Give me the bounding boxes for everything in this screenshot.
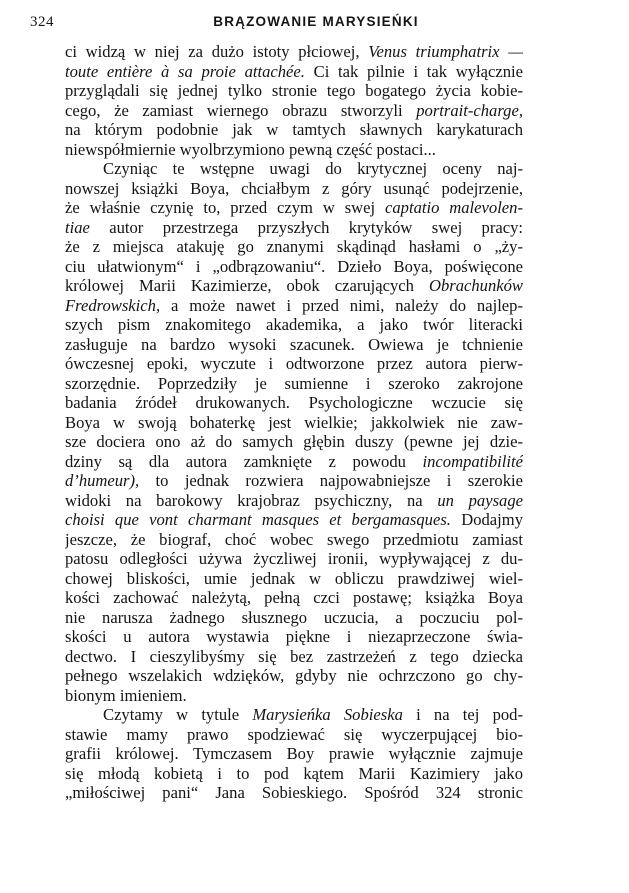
- text-segment: nie narusza żadnego słusznego uczucia, a poczuciu pol-: [65, 607, 523, 627]
- text-line: [65, 374, 523, 394]
- text-line: [65, 783, 523, 803]
- text-line: [65, 159, 523, 179]
- text-segment: szorzędnie. Poprzedziły je sumienne i szeroko zakrojone: [65, 373, 523, 393]
- text-segment: i na tej pod-: [402, 705, 523, 724]
- italic-text: toute entière à sa proie attachée.: [65, 61, 305, 81]
- text-line: [65, 101, 523, 121]
- body-text: [65, 42, 523, 803]
- text-line: [65, 354, 523, 374]
- text-line: [65, 198, 523, 218]
- text-segment: cego, że zamiast wiernego obrazu stworzyli: [65, 100, 417, 120]
- text-segment: ówczesnej epoki, wyczute i odtworzone przez autora pierw-: [65, 354, 523, 373]
- text-line: [65, 218, 523, 238]
- italic-text: Marysieńka Sobieska: [252, 705, 403, 724]
- text-segment: Boya w swoją bohaterkę jest wielkie; jakkolwiek nie zaw-: [65, 412, 523, 432]
- text-line: [65, 452, 523, 472]
- text-line: [65, 705, 523, 725]
- text-segment: autor przestrzega przyszłych krytyków swej pracy:: [89, 217, 523, 237]
- text-line: [65, 686, 523, 706]
- text-segment: nowszej książki Boya, chciałbym z góry usunąć podejrzenie,: [65, 178, 523, 198]
- text-segment: Ci tak pilnie i tak wyłącznie: [304, 61, 523, 81]
- text-segment: jeszcze, że biograf, choć wobec swego przedmiotu zamiast: [65, 529, 523, 549]
- page-header: [30, 14, 602, 36]
- text-line: [65, 569, 523, 589]
- text-segment: to jednak rozwiera najpowabniejsze i szerokie: [139, 471, 523, 490]
- text-segment: grafii królowej. Tymczasem Boy prawie wyłącznie zajmuje: [65, 744, 523, 763]
- text-segment: pełnego wszelakich wdzięków, gdyby nie ochrzczono go chy-: [65, 666, 523, 685]
- text-segment: „miłościwej pani“ Jana Sobieskiego. Spośród 324 stronic: [65, 783, 523, 802]
- text-line: [65, 296, 523, 316]
- text-line: [65, 393, 523, 413]
- text-line: [65, 140, 523, 160]
- italic-text: captatio malevolen-: [385, 198, 523, 217]
- text-line: [65, 510, 523, 530]
- text-segment: sze dociera ono aż do samych głębin duszy (pewne jej dzie-: [65, 432, 523, 451]
- text-line: [65, 549, 523, 569]
- italic-text: Obrachunków: [428, 276, 523, 295]
- text-segment: patosu odległości używa życzliwej ironii, wypływającej z du-: [65, 549, 523, 568]
- text-segment: widoki na barokowy krajobraz psychiczny, na: [65, 490, 438, 510]
- italic-text: d’humeur),: [65, 471, 140, 490]
- italic-text: portrait-charge,: [416, 100, 523, 120]
- text-line: [65, 764, 523, 784]
- text-segment: Dodajmy: [450, 510, 523, 529]
- text-line: [65, 608, 523, 628]
- text-segment: Czytamy w tytule: [103, 705, 253, 724]
- running-title: BRĄZOWANIE MARYSIEŃKI: [213, 14, 419, 29]
- text-line: [65, 179, 523, 199]
- text-segment: szych pism znakomitego akademika, a jako twór literacki: [65, 315, 523, 334]
- italic-text: un paysage: [437, 490, 523, 510]
- text-segment: stawie mamy prawo spodziewać się wyczerpującej bio-: [65, 724, 523, 744]
- text-line: [65, 276, 523, 296]
- text-line: [65, 588, 523, 608]
- text-segment: dectwo. I cieszylibyśmy się bez zastrzeżeń z tego dziecka: [65, 646, 523, 666]
- text-segment: Czyniąc te wstępne uwagi do krytycznej oceny naj-: [103, 159, 523, 178]
- italic-text: Venus triumphatrix —: [368, 42, 523, 61]
- italic-text: incompatibilité: [422, 451, 523, 471]
- text-segment: bionym imieniem.: [65, 685, 187, 705]
- text-line: [65, 315, 523, 335]
- text-segment: że właśnie czynię to, przed czym w swej: [65, 198, 386, 217]
- text-segment: niewspółmiernie wyolbrzymiono pewną część postaci...: [65, 139, 436, 159]
- text-line: [65, 413, 523, 433]
- page-number: 324: [30, 14, 54, 30]
- text-segment: że z miejsca atakuję go znanymi skądinąd hasłami o „ży-: [65, 237, 523, 256]
- text-segment: kości zachować należytą, pełną czci postawę; książka Boya: [65, 588, 523, 607]
- text-line: [65, 237, 523, 257]
- text-line: [65, 120, 523, 140]
- text-segment: królowej Marii Kazimierze, obok czarujących: [65, 276, 429, 295]
- text-line: [65, 530, 523, 550]
- text-segment: a może nawet i przed nimi, należy do najlep-: [160, 295, 523, 315]
- text-segment: ciu ułatwionym“ i „odbrązowaniu“. Dzieło Boya, poświęcone: [65, 256, 523, 276]
- text-line: [65, 335, 523, 355]
- text-segment: dziny są dla autora zamknięte z powodu: [65, 451, 423, 471]
- text-line: [65, 62, 523, 82]
- text-line: [65, 725, 523, 745]
- text-segment: się młodą kobietą i to pod kątem Marii Kazimiery jako: [65, 763, 523, 783]
- text-segment: przyglądali się jednej tylko stronie tego bogatego życia kobie-: [65, 81, 523, 100]
- text-segment: zasługuje na bardzo wysoki szacunek. Owiewa je tchnienie: [65, 334, 523, 354]
- text-line: [65, 647, 523, 667]
- text-line: [65, 432, 523, 452]
- italic-text: tiae: [65, 217, 90, 237]
- text-segment: chowej bliskości, umie jednak w obliczu prawdziwej wiel-: [65, 568, 523, 588]
- text-segment: ci widzą w niej za dużo istoty płciowej,: [65, 42, 369, 61]
- text-line: [65, 627, 523, 647]
- italic-text: Fredrowskich,: [65, 295, 161, 315]
- text-line: [65, 666, 523, 686]
- text-segment: skości u autora wystawia piękne i niezaprzeczone świa-: [65, 627, 523, 646]
- text-segment: badania źródeł drukowanych. Psychologiczne wczucie się: [65, 393, 523, 412]
- italic-text: choisi que vont charmant masques et bergamasques.: [65, 510, 451, 529]
- text-line: [65, 81, 523, 101]
- text-line: [65, 257, 523, 277]
- text-line: [65, 744, 523, 764]
- text-segment: na którym podobnie jak w tamtych sławnych karykaturach: [65, 120, 523, 139]
- text-line: [65, 491, 523, 511]
- text-line: [65, 471, 523, 491]
- text-line: [65, 42, 523, 62]
